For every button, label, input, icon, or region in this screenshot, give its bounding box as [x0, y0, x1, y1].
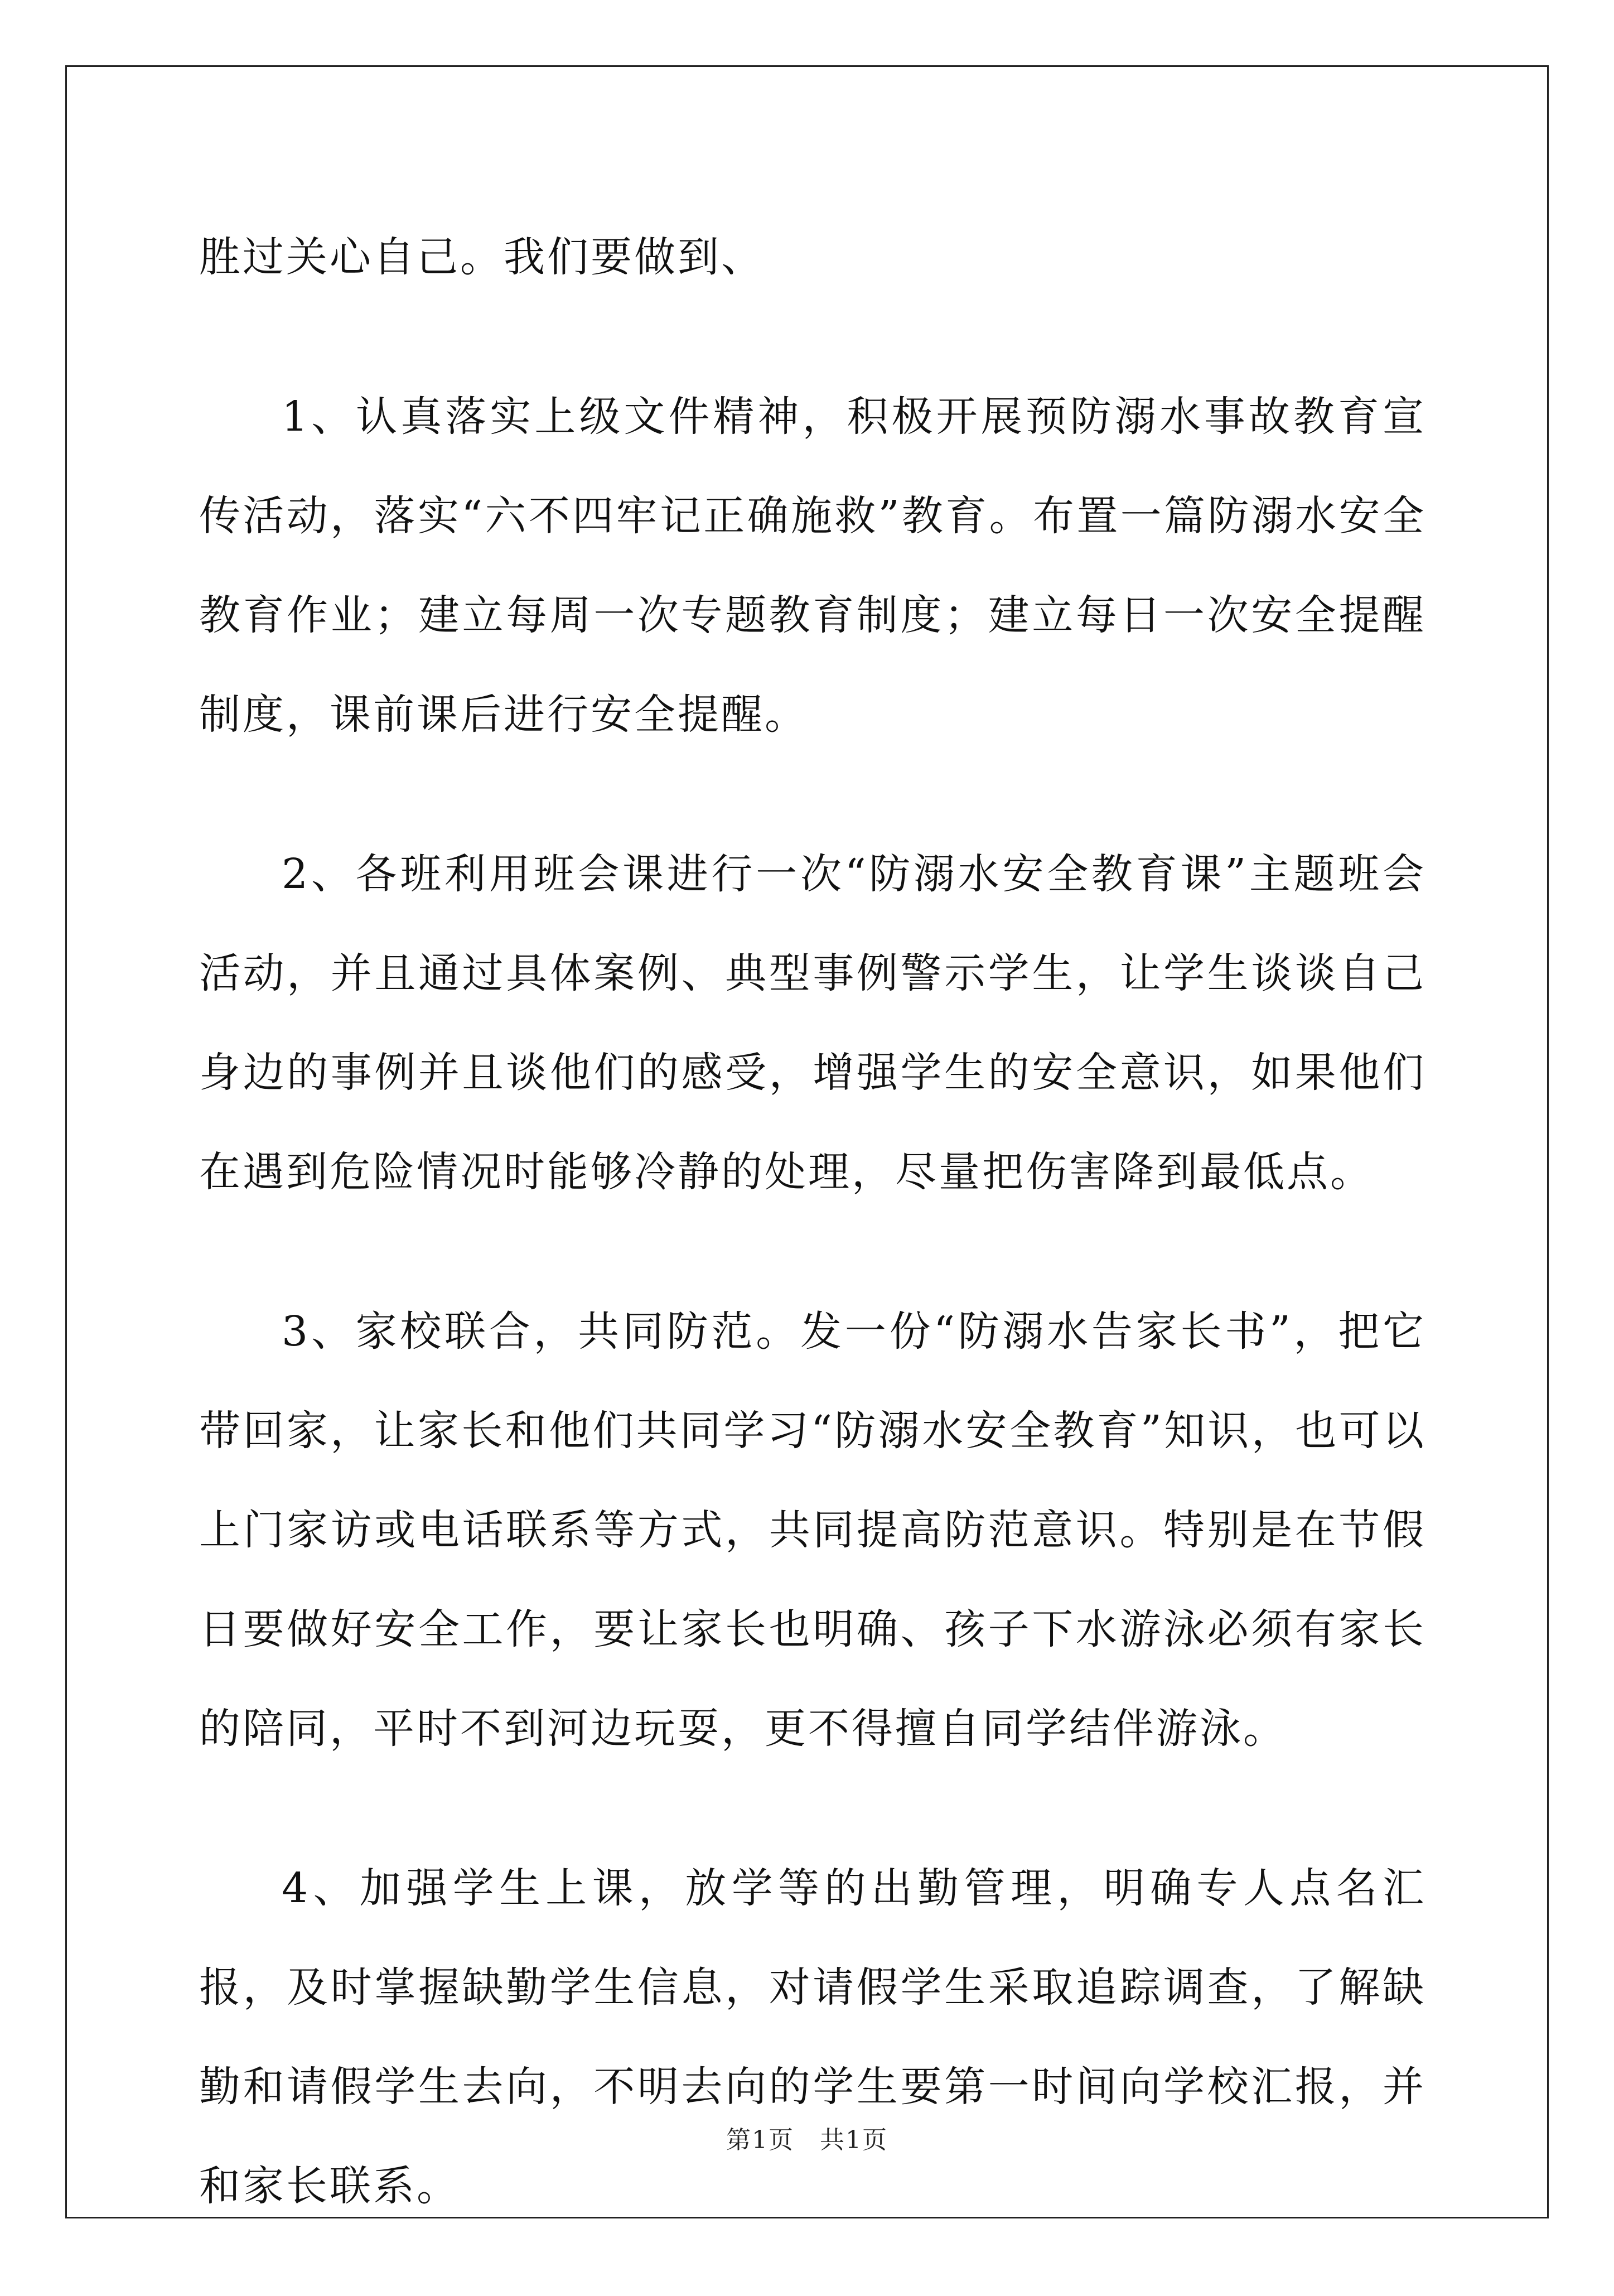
- page-number-footer: 第1页 共1页: [726, 2126, 888, 2154]
- paragraph-continuation: 胜过关心自己。我们要做到、: [199, 233, 765, 281]
- paragraph-item-4: 4、加强学生上课，放学等的出勤管理，明确专人点名汇报，及时掌握缺勤学生信息，对请假学生采取追踪调查，了解缺勤和请假学生去向，不明去向的学生要第一时间向学校汇报，并和家长联系。: [199, 1864, 1426, 2210]
- paragraph-item-2: 2、各班利用班会课进行一次“防溺水安全教育课”主题班会活动，并且通过具体案例、典型事例警示学生，让学生谈谈自己身边的事例并且谈他们的感受，增强学生的安全意识，如果他们在遇到危险情况时能够冷静的处理，尽量把伤害降到最低点。: [199, 850, 1426, 1196]
- document-body: [199, 208, 1426, 2296]
- paragraph-item-3: 3、家校联合，共同防范。发一份“防溺水告家长书”，把它带回家，让家长和他们共同学习“防溺水安全教育”知识，也可以上门家访或电话联系等方式，共同提高防范意识。特别是在节假日要做好安全工作，要让家长也明确、孩子下水游泳必须有家长的陪同，平时不到河边玩耍，更不得擅自同学结伴游泳。: [199, 1308, 1426, 1753]
- paragraph-item-1: 1、认真落实上级文件精神，积极开展预防溺水事故教育宣传活动，落实“六不四牢记正确施救”教育。布置一篇防溺水安全教育作业；建立每周一次专题教育制度；建立每日一次安全提醒制度，课前课后进行安全提醒。: [199, 393, 1426, 739]
